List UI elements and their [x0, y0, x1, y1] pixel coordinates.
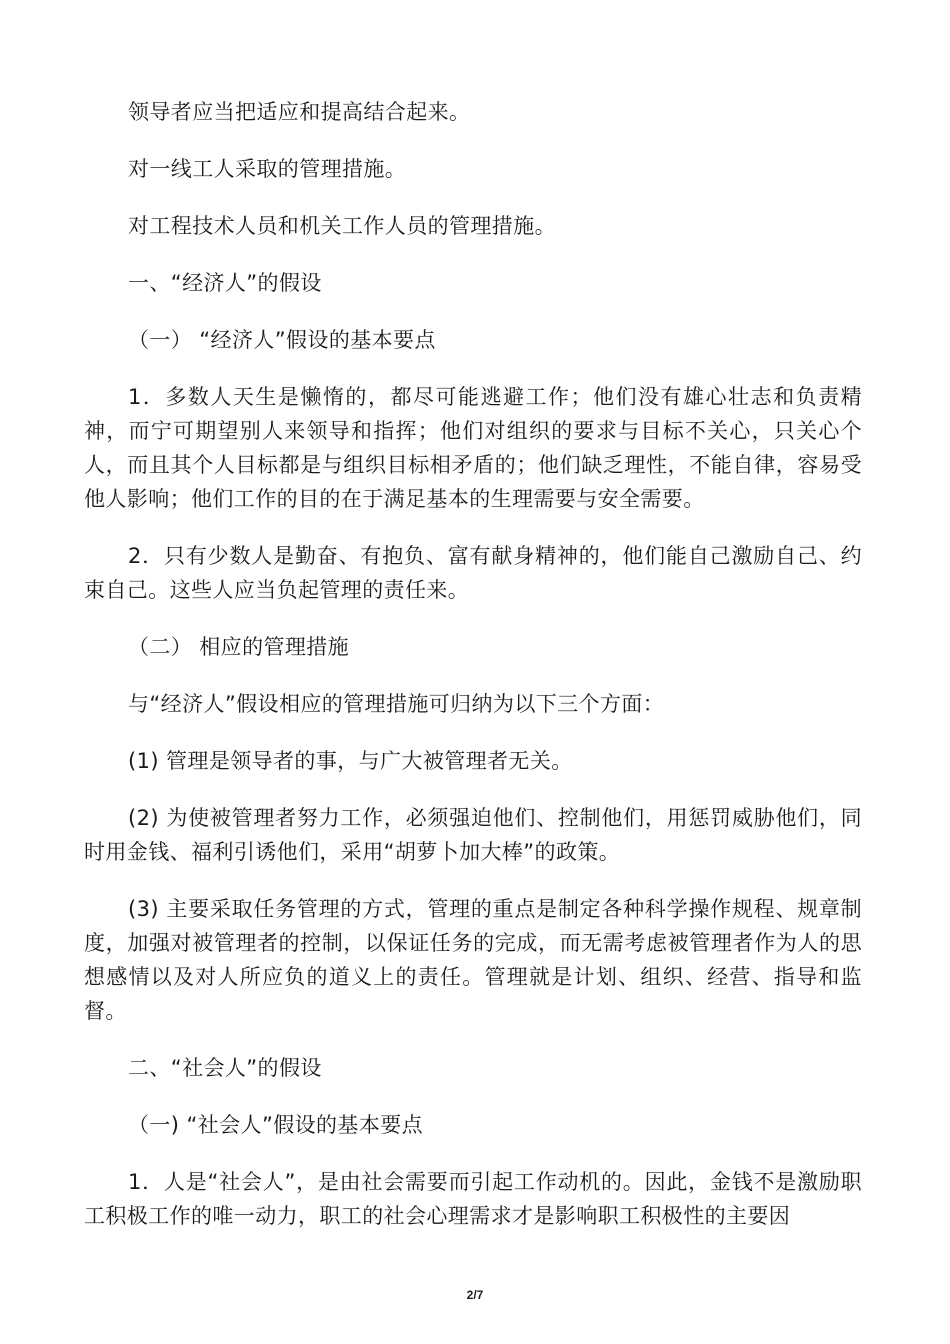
section-heading: 一、“经济人”的假设 — [128, 271, 322, 295]
paragraph: 1．多数人天生是懒惰的，都尽可能逃避工作；他们没有雄心壮志和负责精神，而宁可期望别人来领导和指挥；他们对组织的要求与目标不关心，只关心个人，而且其个人目标都是与组织目标相矛盾的；他们缺乏理性，不能自律，容易受他人影响；他们工作的目的在于满足基本的生理需要与安全需要。 — [84, 385, 862, 511]
paragraph: 对工程技术人员和机关工作人员的管理措施。 — [128, 214, 556, 238]
section-heading: 二、“社会人”的假设 — [128, 1056, 322, 1080]
paragraph: 2．只有少数人是勤奋、有抱负、富有献身精神的，他们能自己激励自己、约束自己。这些人应当负起管理的责任来。 — [84, 544, 862, 602]
document-body — [84, 95, 862, 1256]
paragraph: 与“经济人”假设相应的管理措施可归纳为以下三个方面： — [128, 692, 665, 716]
list-item: (2) 为使被管理者努力工作，必须强迫他们、控制他们，用惩罚威胁他们，同时用金钱、福利引诱他们，采用“胡萝卜加大棒”的政策。 — [84, 806, 862, 864]
subsection-heading: （一） “经济人”假设的基本要点 — [128, 328, 436, 352]
paragraph: 1．人是“社会人”，是由社会需要而引起工作动机的。因此，金钱不是激励职工积极工作的唯一动力，职工的社会心理需求才是影响职工积极性的主要因 — [84, 1170, 862, 1228]
list-item: (1) 管理是领导者的事，与广大被管理者无关。 — [128, 749, 573, 773]
subsection-heading: （二） 相应的管理措施 — [128, 635, 350, 659]
list-item: (3) 主要采取任务管理的方式，管理的重点是制定各种科学操作规程、规章制度，加强对被管理者的控制，以保证任务的完成，而无需考虑被管理者作为人的思想感情以及对人所应负的道义上的责任。管理就是计划、组织、经营、指导和监督。 — [84, 897, 862, 1023]
page-number: 2/7 — [466, 1288, 484, 1302]
subsection-heading: （一) “社会人”假设的基本要点 — [128, 1113, 424, 1137]
paragraph: 领导者应当把适应和提高结合起来。 — [128, 100, 471, 124]
paragraph: 对一线工人采取的管理措施。 — [128, 157, 407, 181]
